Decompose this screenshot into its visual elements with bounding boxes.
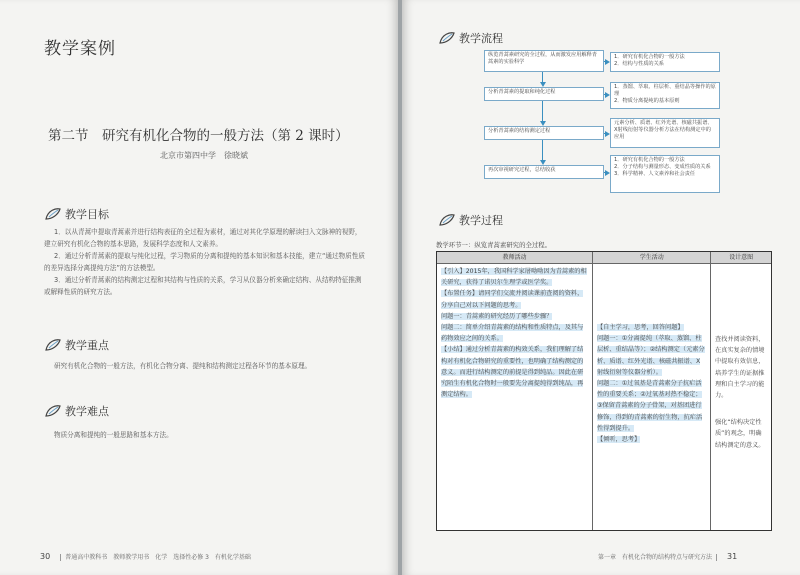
flow-step-4: 再次审视研究过程，总结收获 [484, 165, 604, 179]
student-activity-text: 问题二：①过氧基是青蒿素分子抗疟活性的重要关系；②过氧基对热不稳定；③保留青蒿素的分子骨架，对基团进行修饰，得到的青蒿素的衍生物，抗疟活性得到提升。 [597, 380, 703, 432]
flow-arrow-right [604, 133, 606, 134]
flow-note-3 [610, 118, 720, 148]
leaf-icon [44, 404, 62, 418]
flow-arrow-down [542, 140, 543, 161]
section-heading-process [438, 212, 503, 228]
flow-note-line: 元素分析、质谱、红外光谱、核磁共振谱、X射线衍射等仪器分析方法在结构测定中的应用 [614, 120, 713, 140]
design-intent-text: 查找并阅读资料，在真实复杂的情境中提取有效信息，培养学生的证据推理和自主学习的能力。 [715, 336, 765, 400]
student-activity-text: 【倾听，思考】 [597, 436, 641, 444]
section-heading-key [44, 337, 109, 353]
flow-arrow-right [604, 94, 606, 95]
process-table [436, 251, 772, 531]
key-text [44, 360, 366, 372]
section-title: 教学过程 [459, 214, 503, 227]
section-title: 教学流程 [459, 32, 503, 45]
flow-note-2 [610, 82, 720, 109]
column-header: 学生活动 [593, 252, 711, 263]
flow-arrow-right [604, 61, 606, 62]
footer-text: 普通高中教科书 教师教学用书 化学 选择性必修 3 有机化学基础 [65, 554, 251, 561]
section-title: 教学重点 [65, 339, 109, 352]
column-header: 设计意图 [729, 254, 754, 261]
section-heading-goals [44, 206, 109, 222]
flow-note-line: 3．科学精神、人文素养和社会责任 [614, 171, 696, 177]
teacher-activity-text: 【小结】通过分析青蒿素的构效关系，我们理解了结构对有机化合物研究的重要性，也明确了结构测定的意义。而进行结构测定的前提是得到纯品。因此在研究陌生有机化合物时一般要先分离提纯得到纯品，再测定结构。 [441, 346, 584, 399]
design-intent-text: 强化“结构决定性质”的观念，明确结构测定的意义。 [715, 419, 765, 449]
left-footer [34, 552, 251, 561]
page-header-title: 教学案例 [44, 39, 116, 59]
leaf-icon [44, 338, 62, 352]
flow-note-4 [610, 155, 720, 193]
leaf-icon [438, 213, 456, 227]
column-header: 教师活动 [437, 252, 593, 263]
leaf-icon [438, 31, 456, 45]
lesson-title: 第二节 研究有机化合物的一般方法（第 2 课时） [48, 128, 349, 144]
author: 北京市第四中学 徐晓斌 [160, 151, 248, 160]
flow-note-line: 2．分子结构与测量形态、变成性质的关系 [614, 164, 711, 170]
paragraph: 研究有机化合物的一般方法，有机化合物分离、提纯和结构测定过程各环节的基本原理。 [54, 362, 312, 370]
goals-text [44, 226, 366, 298]
teacher-activity-cell [437, 264, 593, 530]
page-number: 30 [40, 552, 51, 561]
paragraph: 2．通过分析青蒿素的提取与纯化过程，学习物质的分离和提纯的基本知识和基本技能，建立“通过物质性质的差异选择分离提纯方法”的方法模型。 [44, 252, 365, 272]
paragraph: 物质分离和提纯的一般思路和基本方法。 [54, 431, 173, 439]
paragraph: 3．通过分析青蒿素的结构测定过程和其结构与性质的关系，学习从仪器分析来确定结构、从结构特征推测或解释性质的研究方法。 [44, 276, 362, 296]
table-caption: 教学环节一：纵览青蒿素研究的全过程。 [436, 241, 552, 249]
section-heading-flow [438, 30, 503, 46]
difficulty-text [44, 429, 366, 441]
left-page [0, 0, 398, 575]
teacher-activity-text: 问题一：青蒿素的研究经历了哪些步骤？ [441, 312, 553, 320]
flow-note-line: 2．结构与性质的关系 [614, 61, 664, 67]
design-intent-cell [711, 264, 771, 530]
table-body [437, 264, 771, 530]
flow-step-3: 分析青蒿素的结构测定过程 [484, 126, 604, 140]
page-number: 31 [727, 552, 738, 561]
teacher-activity-text: 【引入】2015年，我国科学家屠呦呦因为青蒿素的相关研究，获得了诺贝尔生理学或医学奖。 [441, 268, 587, 287]
section-heading-difficulty [44, 403, 109, 419]
student-activity-text: 问题一：①分离提纯（萃取、蒸馏、柱层析、重结晶等）；②结构测定（元素分析、质谱、红外光谱、核磁共振谱、X射线衍射等仪器分析）。 [597, 335, 705, 376]
flow-arrow-down [542, 101, 543, 122]
flow-note-line: 1．蒸馏、萃取、柱层析、重结晶等操作的原理 [614, 84, 716, 97]
student-activity-cell [593, 264, 711, 530]
flow-note-1 [610, 52, 720, 72]
section-title: 教学目标 [65, 208, 109, 221]
flow-arrow-right [604, 172, 606, 173]
paragraph: 1．以从青蒿中提取青蒿素并进行结构表征的全过程为素材，通过对其化学原理的解读扫入文脉神的视野，建立研究有机化合物的基本思路，发展科学态度和人文素养。 [44, 228, 362, 248]
flow-arrow-down [542, 72, 543, 83]
flow-step-2: 分析青蒿素的提取和纯化过程 [484, 87, 604, 101]
table-header [437, 252, 771, 264]
leaf-icon [44, 207, 62, 221]
flow-note-line: 1．研究有机化合物的一般方法 [614, 54, 685, 60]
flow-step-1: 纵览青蒿素研究的全过程，从而激发应用解释青蒿素的实验科学 [484, 50, 604, 72]
student-activity-text: 【自主学习，思考，回答问题】 [597, 324, 684, 331]
flow-note-line: 1．研究有机化合物的一般方法 [614, 157, 685, 163]
teacher-activity-text: 问题二：简单介绍青蒿素的结构和性质特点，及其与药物效应之间的关系。 [441, 324, 584, 343]
right-footer [598, 552, 743, 561]
teacher-activity-text: 【布置任务】请同学们交流并阅读课前查阅的资料，分享自己对以下问题的思考。 [441, 290, 584, 309]
section-title: 教学难点 [65, 405, 109, 418]
footer-text: 第一章 有机化合物的结构特点与研究方法 [598, 554, 713, 561]
flow-note-line: 2．物质分离提纯的基本原则 [614, 98, 680, 104]
